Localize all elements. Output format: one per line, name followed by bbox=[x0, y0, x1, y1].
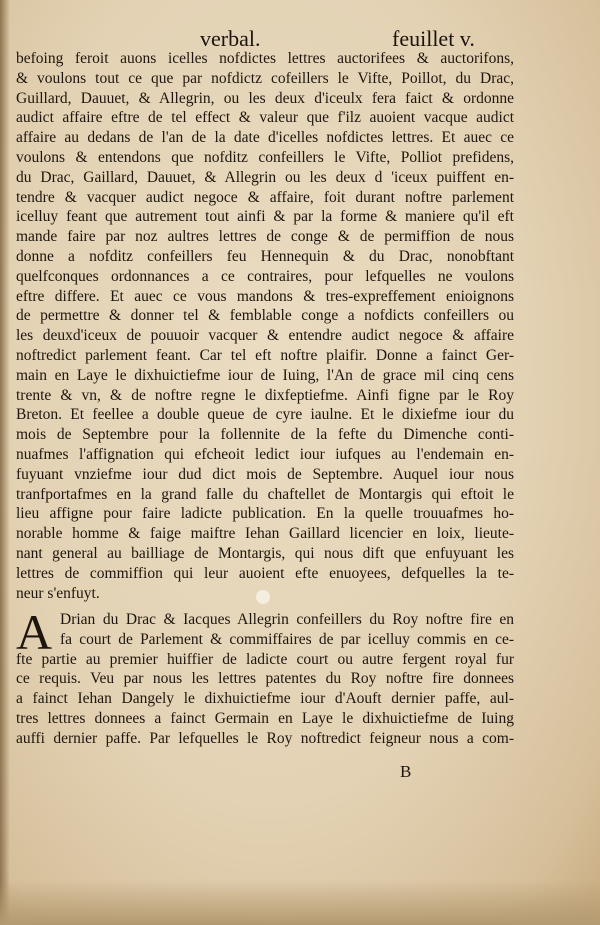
text-line: Drian du Drac & Iacques Allegrin confeillers du Roy noftre fire en bbox=[60, 611, 514, 628]
text-line: audict affaire eftre de tel effect & valeur que f'ilz auoient vacque audict bbox=[16, 109, 514, 127]
paragraph-2-lines bbox=[16, 604, 514, 749]
text-line: fte partie au premier huiffier de ladicte court ou autre fergent royal fur bbox=[16, 650, 514, 668]
running-head-right: feuillet v. bbox=[392, 26, 475, 51]
text-line: main en Laye le dixhuictiefme iour de Iuing, l'An de grace mil cinq cens bbox=[16, 366, 514, 384]
drop-cap: A bbox=[16, 604, 53, 660]
text-line: tranfportafmes en la grand falle du chaftellet de Montargis qui eftoit le bbox=[16, 485, 514, 503]
text-line: lettres de commiffion qui leur auoient efte enuoyees, defquelles la te- bbox=[16, 564, 514, 582]
text-line: fa court de Parlement & commiffaires de par icelluy commis en ce- bbox=[60, 630, 514, 648]
text-line: Guillard, Dauuet, & Allegrin, ou les deux d'iceulx fera faict & ordonne bbox=[16, 89, 514, 107]
text-line: befoing feroit auons icelles nofdictes lettres auctorifees & auctorifons, bbox=[16, 50, 514, 67]
page-gutter-shadow bbox=[0, 0, 10, 925]
signature-mark: B bbox=[400, 762, 412, 781]
text-line: norable homme & faige maiftre Iehan Gaillard licencier en loix, lieute- bbox=[16, 525, 514, 543]
page-bottom-shadow bbox=[0, 880, 600, 925]
text-line: fuyuant vnziefme iour dud dict mois de Septembre. Auquel iour nous bbox=[16, 465, 514, 483]
text-line: les deuxd'iceux de pouuoir vacquer & entendre audict negoce & affaire bbox=[16, 327, 514, 345]
running-head-left: verbal. bbox=[200, 26, 261, 51]
text-line: tres lettres donnees a fainct Germain en Laye le dixhuictiefme de Iuing bbox=[16, 709, 514, 727]
text-line: neur s'enfuyt. bbox=[16, 584, 100, 602]
text-line: quelfconques ordonnances a ce contraires, pour lefquelles ne voulons bbox=[16, 267, 514, 285]
text-line: trente & vn, & de noftre regne le dixfeptiefme. Ainfi figne par le Roy bbox=[16, 386, 514, 404]
text-line: nuafmes l'affignation qui efcheoit ledict iour iufques au l'endemain en- bbox=[16, 445, 514, 463]
paragraph-2 bbox=[16, 604, 514, 749]
text-line: eftre differe. Et auec ce vous mandons & tres-expreffement enioignons bbox=[16, 287, 514, 305]
text-line: ce requis. Veu par nous les lettres patentes du Roy noftre fire donnees bbox=[16, 670, 514, 688]
text-line: & voulons tout ce que par nofdictz cofeillers le Vifte, Poillot, du Drac, bbox=[16, 69, 514, 87]
text-line: de permettre & donner tel & femblable conge a nofdicts confeillers ou bbox=[16, 307, 514, 325]
text-line: mois de Septembre pour la follennite de la fefte du Dimenche conti- bbox=[16, 426, 514, 444]
text-line: icelluy feant que autrement tout ainfi & par la forme & maniere qu'il eft bbox=[16, 208, 514, 226]
text-line: mande faire par noz aultres lettres de conge & de permiffion de nous bbox=[16, 228, 514, 246]
paragraph-1 bbox=[16, 49, 514, 603]
text-line: donne a nofditz confeillers feu Hennequin & du Drac, nonobftant bbox=[16, 247, 514, 265]
text-line: voulons & entendons que nofditz confeillers le Vifte, Polliot prefidens, bbox=[16, 148, 514, 166]
text-line: Breton. Et feellee a double queue de cyre iaulne. Et le dixiefme iour du bbox=[16, 406, 514, 424]
text-line: lieu affigne pour faire ladicte publication. En la quelle trouuafmes ho- bbox=[16, 505, 514, 523]
text-line: a fainct Iehan Dangely le dixhuictiefme iour d'Aouft dernier paffe, aul- bbox=[16, 690, 514, 708]
text-line: du Drac, Gaillard, Dauuet, & Allegrin ou les deux d 'iceux puiffent en- bbox=[16, 168, 514, 186]
text-line: noftredict parlement feant. Car tel eft noftre plaifir. Donne a fainct Ger- bbox=[16, 346, 514, 364]
text-line: affaire au dedans de l'an de la date d'icelles nofdictes lettres. Et auec ce bbox=[16, 129, 514, 147]
text-line: auffi dernier paffe. Par lefquelles le Roy noftredict feigneur nous a com- bbox=[16, 729, 514, 747]
text-line: nant general au bailliage de Montargis, qui nous dift que enfuyuant les bbox=[16, 544, 514, 562]
text-line: tendre & vacquer audict negoce & affaire, foit durant noftre parlement bbox=[16, 188, 514, 206]
